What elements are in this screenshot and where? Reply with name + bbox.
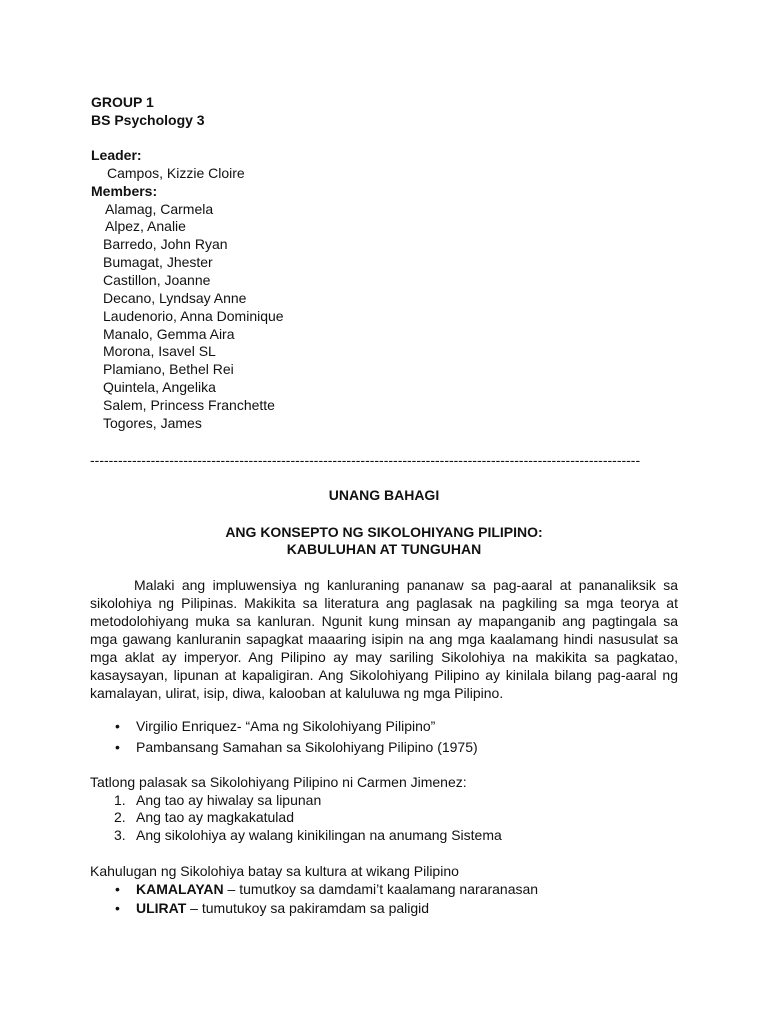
definition-item xyxy=(115,899,430,917)
intro-paragraph: Malaki ang impluwensiya ng kanluraning pananaw sa pag-aaral at pananaliksik sa sikolohiya ng Pilipinas. Makikita sa literatura ang paglasak na pagkiling sa mga teorya at metodolohiyang muka sa kanluran. Ngunit kung minsan ay mapanganib ang pagtingala sa mga gawang kanluranin sapagkat maaaring isipin na ang mga kaalamang hindi nasusulat sa mga aklat ay imperyor. Ang Pilipino ay may sariling Sikolohiya na makikita sa pagkatao, kasaysayan, lipunan at kapaligiran. Ang Sikolohiyang Pilipino ay kinilala bilang pag-aaral ng kamalayan, ulirat, isip, diwa, kalooban at kaluluwa ng mga Pilipino. xyxy=(90,577,678,701)
member-item: Manalo, Gemma Aira xyxy=(103,326,235,342)
member-item: Alamag, Carmela xyxy=(105,201,214,217)
item-number: 2. xyxy=(114,809,126,825)
member-item: Quintela, Angelika xyxy=(103,379,216,395)
kahulugan-intro: Kahulugan ng Sikolohiya batay sa kultura at wikang Pilipino xyxy=(90,863,459,879)
bullet-item xyxy=(115,738,478,756)
item-text: Ang tao ay hiwalay sa lipunan xyxy=(136,792,322,808)
leader-name: Campos, Kizzie Cloire xyxy=(107,165,245,181)
definition-text: – tumutukoy sa pakiramdam sa paligid xyxy=(186,900,430,916)
definition-term: KAMALAYAN xyxy=(136,881,224,897)
numbered-item xyxy=(114,826,502,844)
members-heading: Members: xyxy=(91,183,158,199)
item-number: 1. xyxy=(114,792,126,808)
member-item: Decano, Lyndsay Anne xyxy=(103,290,247,306)
bullet-item xyxy=(115,717,436,735)
member-item: Barredo, John Ryan xyxy=(103,236,228,252)
member-item: Togores, James xyxy=(103,415,202,431)
bullet-text: Pambansang Samahan sa Sikolohiyang Pilipino (1975) xyxy=(136,739,478,755)
member-item: Morona, Isavel SL xyxy=(103,343,216,359)
item-text: Ang tao ay magkakatulad xyxy=(136,809,294,825)
member-item: Castillon, Joanne xyxy=(103,272,211,288)
bullet-text: Virgilio Enriquez- “Ama ng Sikolohiyang Pilipino” xyxy=(136,718,436,734)
member-item: Salem, Princess Franchette xyxy=(103,397,275,413)
numbered-item xyxy=(114,808,294,826)
section-part-heading: UNANG BAHAGI xyxy=(328,487,440,503)
palasak-intro: Tatlong palasak sa Sikolohiyang Pilipino ni Carmen Jimenez: xyxy=(90,774,467,790)
member-item: Laudenorio, Anna Dominique xyxy=(103,308,284,324)
definition-text: – tumutkoy sa damdami’t kaalamang nararanasan xyxy=(223,881,539,897)
course-label: BS Psychology 3 xyxy=(91,112,205,128)
bullet-icon: • xyxy=(115,900,120,916)
member-item: Alpez, Analie xyxy=(105,218,186,234)
item-number: 3. xyxy=(114,827,126,843)
item-text: Ang sikolohiya ay walang kinikilingan na anumang Sistema xyxy=(136,827,502,843)
member-item: Plamiano, Bethel Rei xyxy=(103,361,234,377)
numbered-item xyxy=(114,791,322,809)
bullet-icon: • xyxy=(115,718,120,734)
definition-item xyxy=(115,880,539,898)
group-label: GROUP 1 xyxy=(91,94,154,110)
bullet-icon: • xyxy=(115,739,120,755)
definition-term: ULIRAT xyxy=(136,900,187,916)
section-title-line1: ANG KONSEPTO NG SIKOLOHIYANG PILIPINO: xyxy=(225,524,543,540)
dashed-divider: ---------------------------------------------------------------------------------------------------------------------- xyxy=(90,452,641,468)
bullet-icon: • xyxy=(115,881,120,897)
leader-heading: Leader: xyxy=(91,147,142,163)
member-item: Bumagat, Jhester xyxy=(103,254,213,270)
section-title-line2: KABULUHAN AT TUNGUHAN xyxy=(286,541,482,557)
